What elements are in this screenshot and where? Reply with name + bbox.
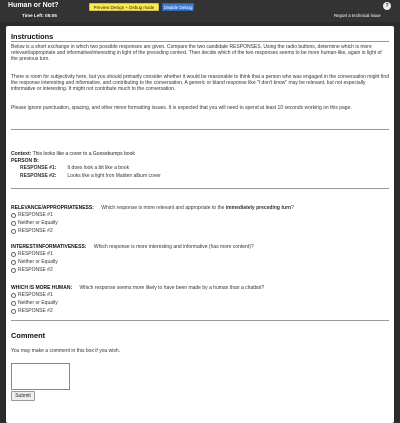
top-bar	[0, 0, 400, 22]
interest-option-response-1[interactable]	[11, 250, 58, 258]
response-1-label: RESPONSE #1:	[20, 165, 57, 171]
interest-label: INTEREST/INFORMATIVENESS:	[11, 244, 87, 250]
divider	[11, 320, 389, 321]
divider	[11, 41, 389, 42]
report-issue-link[interactable]: Report a technical issue	[334, 13, 381, 18]
response-2	[20, 173, 161, 179]
response-2-label: RESPONSE #2:	[20, 173, 57, 179]
radio-button[interactable]	[11, 213, 16, 218]
option-label: RESPONSE #1	[18, 292, 53, 298]
submit-button[interactable]: Submit	[11, 391, 35, 401]
divider	[11, 188, 389, 189]
option-label: RESPONSE #2	[18, 267, 53, 273]
context-text: This looks like a cover to a Goosebumps book	[32, 151, 135, 157]
radio-button[interactable]	[11, 309, 16, 314]
relevance-text-end: ?	[291, 205, 294, 211]
interest-option-response-2[interactable]	[11, 266, 58, 274]
human-text: Which response seems more likely to have been made by a human than a chatbot?	[79, 285, 265, 291]
option-label: RESPONSE #1	[18, 212, 53, 218]
option-label: Neither or Equally	[18, 300, 58, 306]
relevance-option-response-1[interactable]	[11, 211, 58, 219]
human-options	[11, 291, 58, 315]
relevance-label: RELEVANCE/APPROPRIATENESS:	[11, 205, 94, 211]
human-option-neither[interactable]	[11, 299, 58, 307]
instructions-paragraph-2: There is room for subjectivity here, but you should primarily consider whether it would be reasonable to think that a person who was engaged in the conversation might find the response interesting and informative, and contributing to the conversation. A generic or bland response like "I don't know" may be relevant, but not especially informative or interesting. It might not contribute much to the conversation.	[11, 74, 389, 93]
option-label: RESPONSE #1	[18, 251, 53, 257]
interest-text: Which response is more interesting and informative (has more content)?	[93, 244, 254, 250]
radio-button[interactable]	[11, 229, 16, 234]
option-label: RESPONSE #2	[18, 308, 53, 314]
help-icon[interactable]: ?	[383, 2, 391, 10]
option-label: RESPONSE #2	[18, 228, 53, 234]
option-label: Neither or Equally	[18, 259, 58, 265]
response-1	[20, 165, 129, 171]
context-line	[11, 151, 135, 157]
relevance-text: Which response is more relevant and appropriate to the	[101, 205, 225, 211]
relevance-text-bold: immediately preceding turn	[225, 205, 292, 211]
disable-debug-button[interactable]: Disable Debug	[163, 4, 193, 10]
comment-prompt: You may make a comment in this box if you wish.	[11, 348, 121, 354]
interest-option-neither[interactable]	[11, 258, 58, 266]
instructions-heading: Instructions	[11, 32, 54, 41]
app-title: Human or Not?	[8, 2, 59, 9]
preview-debug-button[interactable]: Preview Design + Debug mode	[89, 3, 159, 11]
radio-button[interactable]	[11, 221, 16, 226]
human-label: WHICH IS MORE HUMAN:	[11, 285, 73, 291]
human-option-response-2[interactable]	[11, 307, 58, 315]
radio-button[interactable]	[11, 260, 16, 265]
person-b-label: PERSON B:	[11, 158, 39, 164]
comment-heading: Comment	[11, 331, 46, 340]
task-panel	[6, 26, 394, 423]
response-1-text: It does look a bit like a book	[67, 165, 130, 171]
radio-button[interactable]	[11, 301, 16, 306]
relevance-option-neither[interactable]	[11, 219, 58, 227]
interest-options	[11, 250, 58, 274]
relevance-option-response-2[interactable]	[11, 227, 58, 235]
instructions-paragraph-3: Please ignore punctuation, spacing, and other minor formatting issues. It is expected that you will need to spend at least 10 seconds working on this page.	[11, 105, 352, 111]
human-option-response-1[interactable]	[11, 291, 58, 299]
context-label: Context:	[11, 151, 32, 157]
time-left: Time Left: 05:05	[22, 13, 57, 18]
relevance-options	[11, 211, 58, 235]
radio-button[interactable]	[11, 268, 16, 273]
radio-button[interactable]	[11, 293, 16, 298]
comment-textarea[interactable]	[11, 363, 70, 390]
instructions-paragraph-1: Below is a short exchange in which two possible responses are given. Compare the two candidate RESPONSES. Using the radio buttons, determine which is more relevant/appropriate and informative/interesting in light of the preceding context. Then decide which of the two responses seems to be more human-like, again in light of the previous turn.	[11, 44, 382, 63]
response-2-text: Looks like a light Iron Maiden album cover	[67, 173, 161, 179]
divider	[11, 129, 389, 130]
option-label: Neither or Equally	[18, 220, 58, 226]
radio-button[interactable]	[11, 252, 16, 257]
